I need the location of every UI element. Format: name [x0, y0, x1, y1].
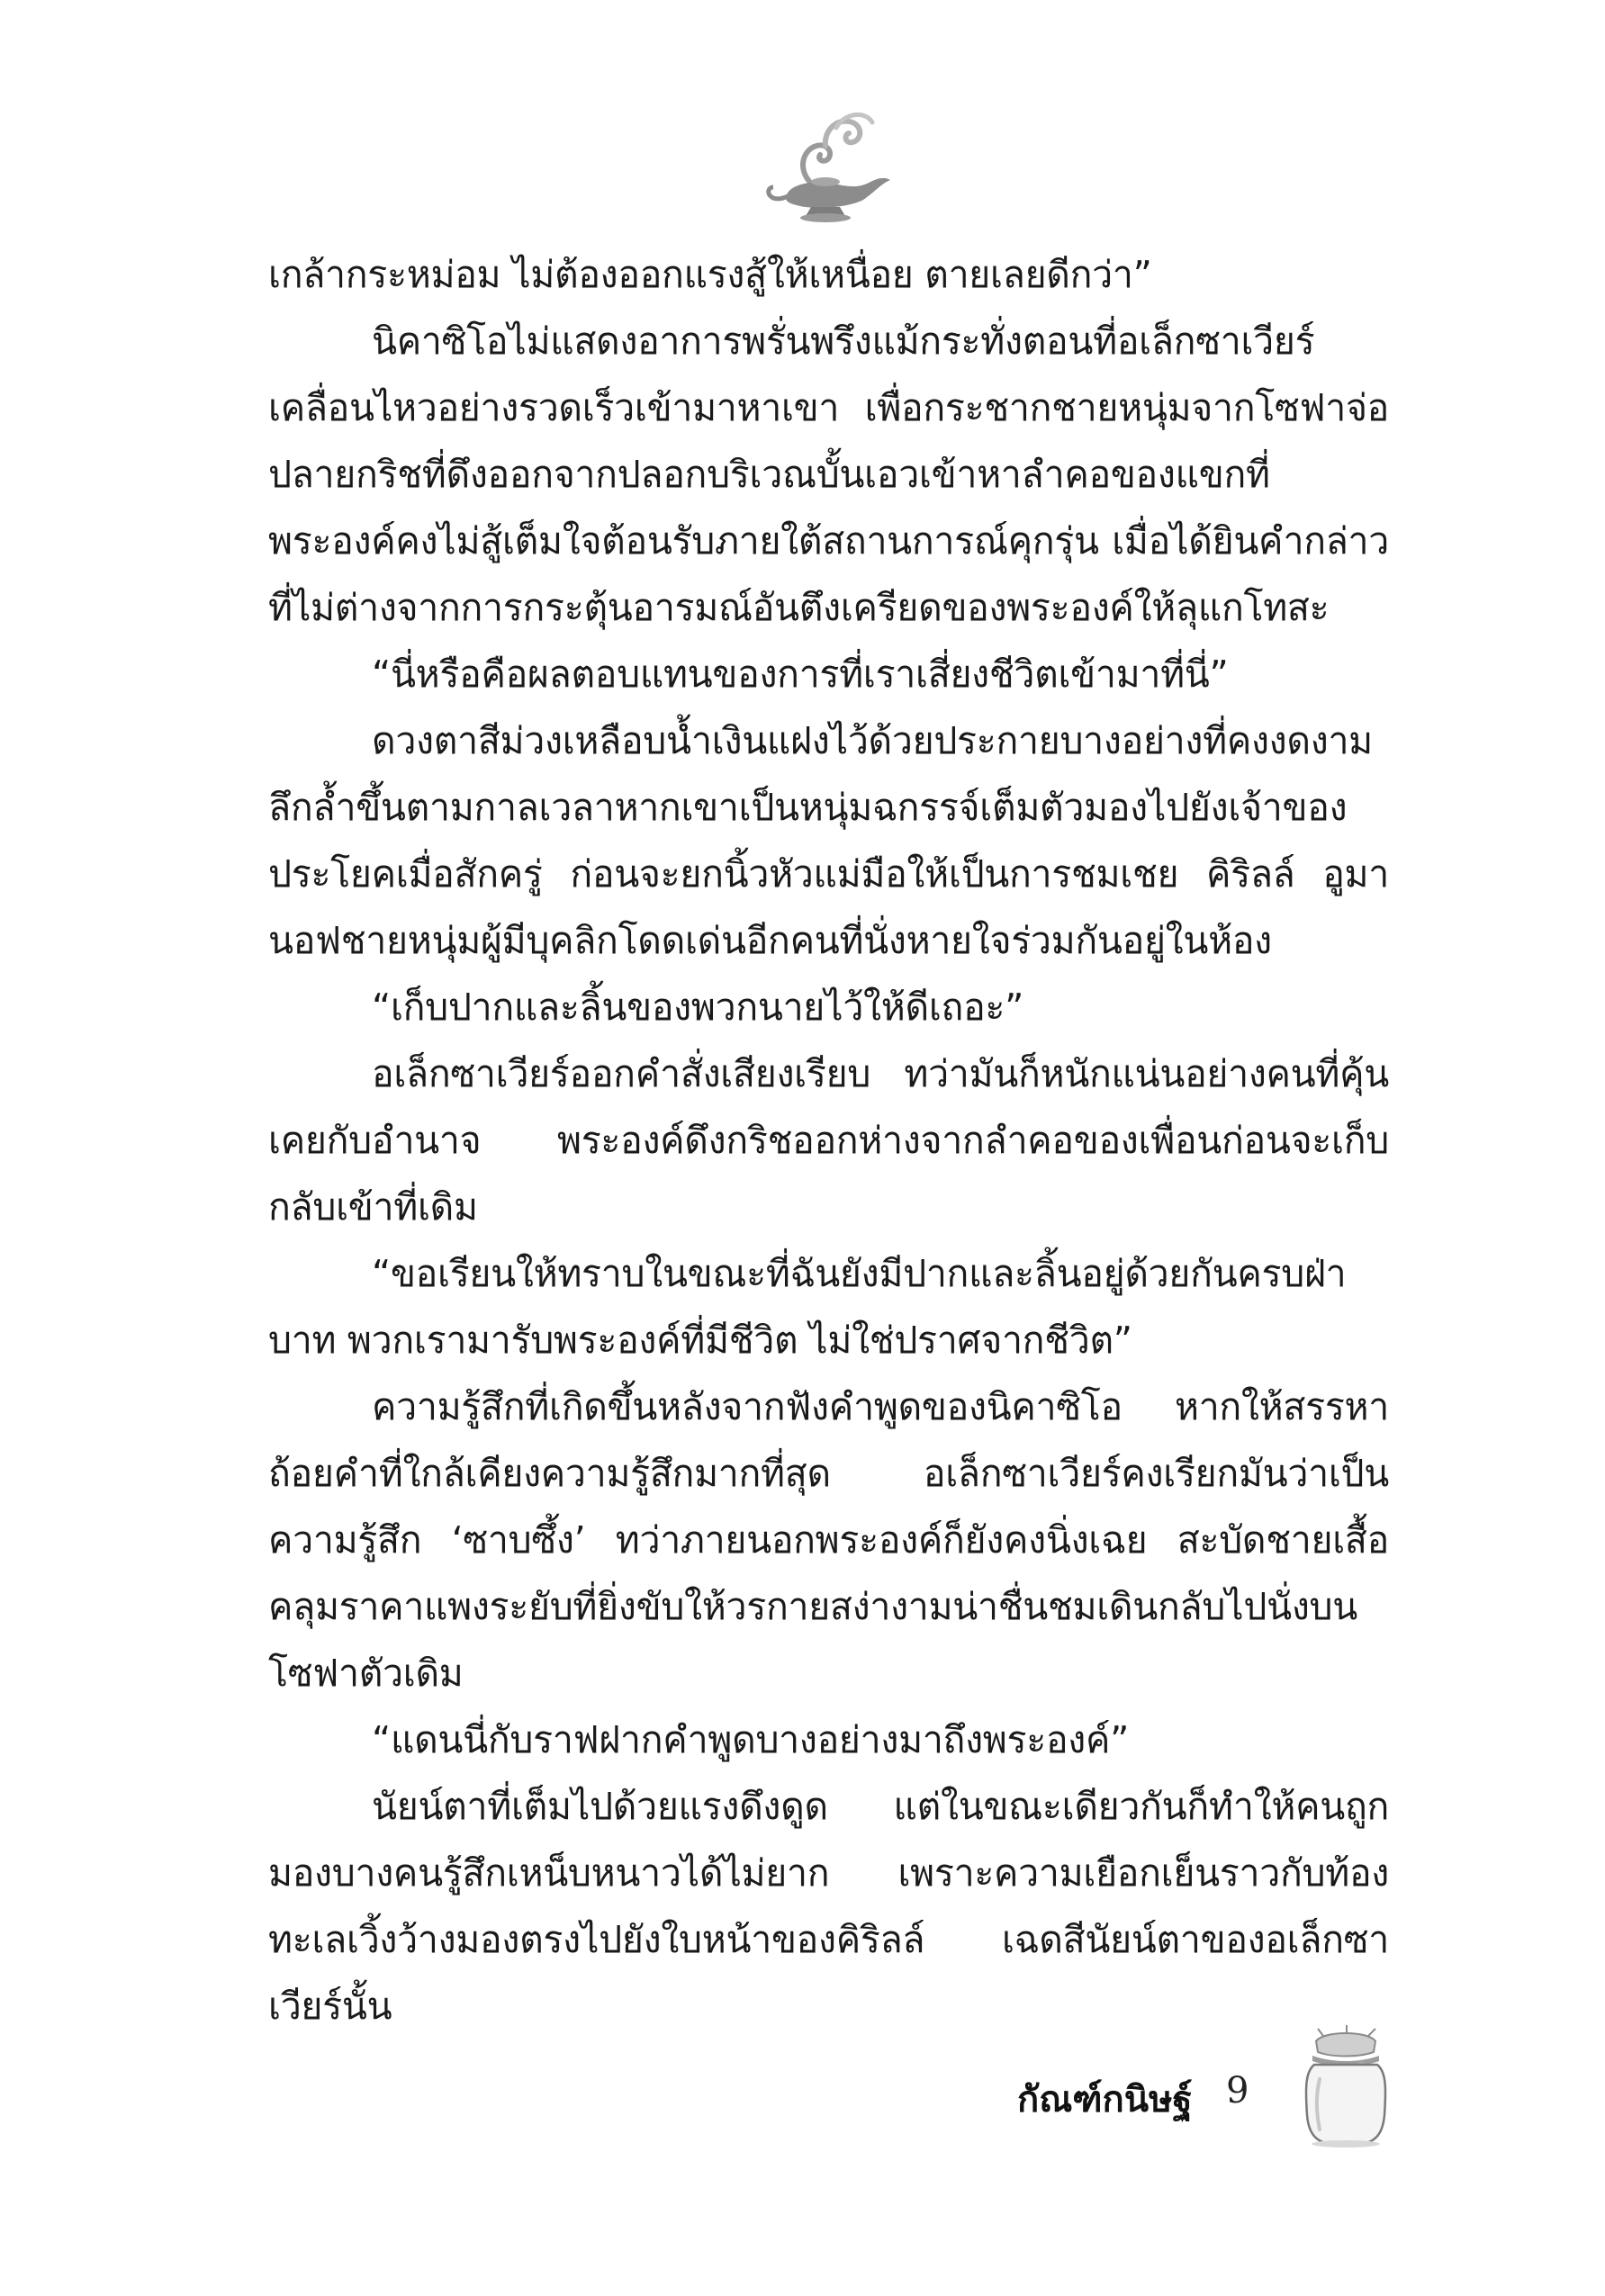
page-number: 9	[1226, 2070, 1249, 2111]
paragraph-8: ความรู้สึกที่เกิดขึ้นหลังจากฟังคำพูดของนิคาซิโอ หากให้สรรหาถ้อยคำที่ใกล้เคียงความรู้สึกมากที่สุด อเล็กซาเวียร์คงเรียกมันว่าเป็นความรู้สึก ‘ซาบซึ้ง’ ทว่าภายนอกพระองค์ก็ยังคงนิ่งเฉย สะบัดชายเสื้อคลุมราคาแพงระยับที่ยิ่งขับให้วรกายสง่างามน่าชื่นชมเดินกลับไปนั่งบนโซฟาตัวเดิม	[268, 1385, 1389, 1695]
paragraph-2: นิคาซิโอไม่แสดงอาการพรั่นพรึงแม้กระทั่งตอนที่อเล็กซาเวียร์เคลื่อนไหวอย่างรวดเร็วเข้ามาหาเขา เพื่อกระชากชายหนุ่มจากโซฟาจ่อปลายกริชที่ดึงออกจากปลอกบริเวณบั้นเอวเข้าหาลำคอของแขกที่พระองค์คงไม่สู้เต็มใจต้อนรับภายใต้สถานการณ์คุกรุ่น เมื่อได้ยินคำกล่าวที่ไม่ต่างจากการกระตุ้นอารมณ์อันตึงเครียดของพระองค์ให้ลุแกโทสะ	[268, 320, 1389, 629]
body-text	[268, 241, 1389, 2039]
footer-author: กัณฑ์กนิษฐ์	[1017, 2079, 1193, 2120]
paragraph-7: “ขอเรียนให้ทราบในขณะที่ฉันยังมีปากและลิ้นอยู่ด้วยกันครบฝ่าบาท พวกเรามารับพระองค์ที่มีชีวิต ไม่ใช่ปราศจากชีวิต”	[268, 1252, 1347, 1362]
paragraph-3: “นี่หรือคือผลตอบแทนของการที่เราเสี่ยงชีวิตเข้ามาที่นี่”	[372, 653, 1229, 696]
paragraph-5: “เก็บปากและลิ้นของพวกนายไว้ให้ดีเถอะ”	[372, 986, 1024, 1029]
page-footer	[1017, 2025, 1449, 2151]
paragraph-6: อเล็กซาเวียร์ออกคำสั่งเสียงเรียบ ทว่ามันก็หนักแน่นอย่างคนที่คุ้นเคยกับอำนาจ พระองค์ดึงกริชออกห่างจากลำคอของเพื่อนก่อนจะเก็บกลับเข้าที่เดิม	[268, 1052, 1389, 1229]
paragraph-4: ดวงตาสีม่วงเหลือบน้ำเงินแฝงไว้ด้วยประกายบางอย่างที่คงงดงามลึกล้ำขึ้นตามกาลเวลาหากเขาเป็นหนุ่มฉกรรจ์เต็มตัวมองไปยังเจ้าของประโยคเมื่อสักครู่ ก่อนจะยกนิ้วหัวแม่มือให้เป็นการชมเชย คิริลล์ อูมานอฟชายหนุ่มผู้มีบุคลิกโดดเด่นอีกคนที่นั่งหายใจร่วมกันอยู่ในห้อง	[268, 719, 1389, 962]
jar-icon	[1296, 2025, 1395, 2151]
genie-lamp-icon	[761, 101, 896, 236]
paragraph-9: “แดนนี่กับราฟฝากคำพูดบางอย่างมาถึงพระองค์”	[372, 1718, 1130, 1761]
paragraph-10: นัยน์ตาที่เต็มไปด้วยแรงดึงดูด แต่ในขณะเดียวกันก็ทำให้คนถูกมองบางคนรู้สึกเหน็บหนาวได้ไม่ยาก เพราะความเยือกเย็นราวกับท้องทะเลเวิ้งว้างมองตรงไปยังใบหน้าของคิริลล์ เฉดสีนัยน์ตาของอเล็กซาเวียร์นั้น	[268, 1785, 1389, 2028]
paragraph-1: เกล้ากระหม่อม ไม่ต้องออกแรงสู้ให้เหนื่อย ตายเลยดีกว่า”	[268, 253, 1152, 296]
